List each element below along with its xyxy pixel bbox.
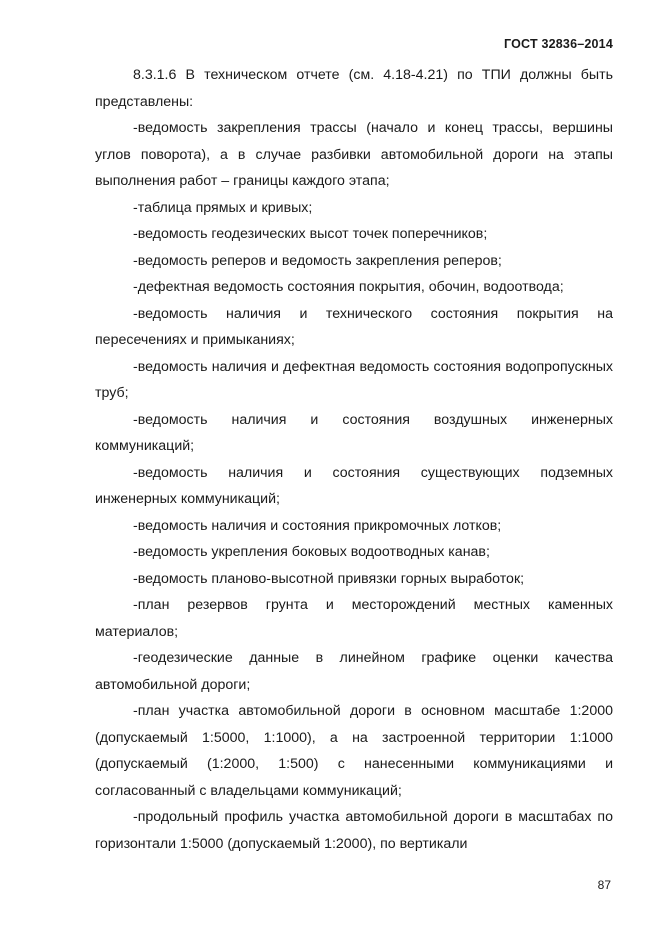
list-item: -ведомость наличия и технического состояния покрытия на пересечениях и примыканиях; — [95, 305, 613, 348]
list-item: -ведомость реперов и ведомость закрепления реперов; — [133, 252, 502, 269]
list-item: -таблица прямых и кривых; — [133, 199, 313, 216]
list-item: -ведомость закрепления трассы (начало и конец трассы, вершины углов поворота), а в случае разбивки автомобильной дороги на этапы выполнения работ – границы каждого этапа; — [95, 120, 613, 189]
list-item: -план участка автомобильной дороги в основном масштабе 1:2000 (допускаемый 1:5000, 1:1000), а на застроенной территории 1:1000 (допускаемый (1:2000, 1:500) с нанесенными коммуникациями и согласованный с владельцами коммуникаций; — [95, 703, 613, 799]
document-id-header: ГОСТ 32836–2014 — [504, 37, 613, 51]
list-item: -ведомость наличия и состояния воздушных инженерных коммуникаций; — [95, 411, 613, 454]
list-item: -ведомость наличия и состояния существующих подземных инженерных коммуникаций; — [95, 464, 613, 507]
page-number: 87 — [597, 878, 611, 892]
list-item: -дефектная ведомость состояния покрытия, обочин, водоотвода; — [133, 279, 564, 295]
document-body — [95, 62, 613, 857]
list-item: -продольный профиль участка автомобильной дороги в масштабах по горизонтали 1:5000 (допускаемый 1:2000), по вертикали — [95, 809, 613, 852]
list-item: -геодезические данные в линейном графике оценки качества автомобильной дороги; — [95, 650, 613, 693]
list-item: -ведомость наличия и дефектная ведомость состояния водопропускных труб; — [95, 358, 613, 401]
list-item: -план резервов грунта и месторождений местных каменных материалов; — [95, 597, 613, 640]
list-item: -ведомость планово-высотной привязки горных выработок; — [133, 570, 525, 587]
list-item: -ведомость геодезических высот точек поперечников; — [133, 226, 488, 242]
list-item: -ведомость укрепления боковых водоотводных канав; — [133, 544, 490, 560]
list-item: -ведомость наличия и состояния прикромочных лотков; — [133, 517, 502, 534]
section-paragraph: 8.3.1.6 В техническом отчете (см. 4.18-4.21) по ТПИ должны быть представлены: — [95, 67, 613, 110]
